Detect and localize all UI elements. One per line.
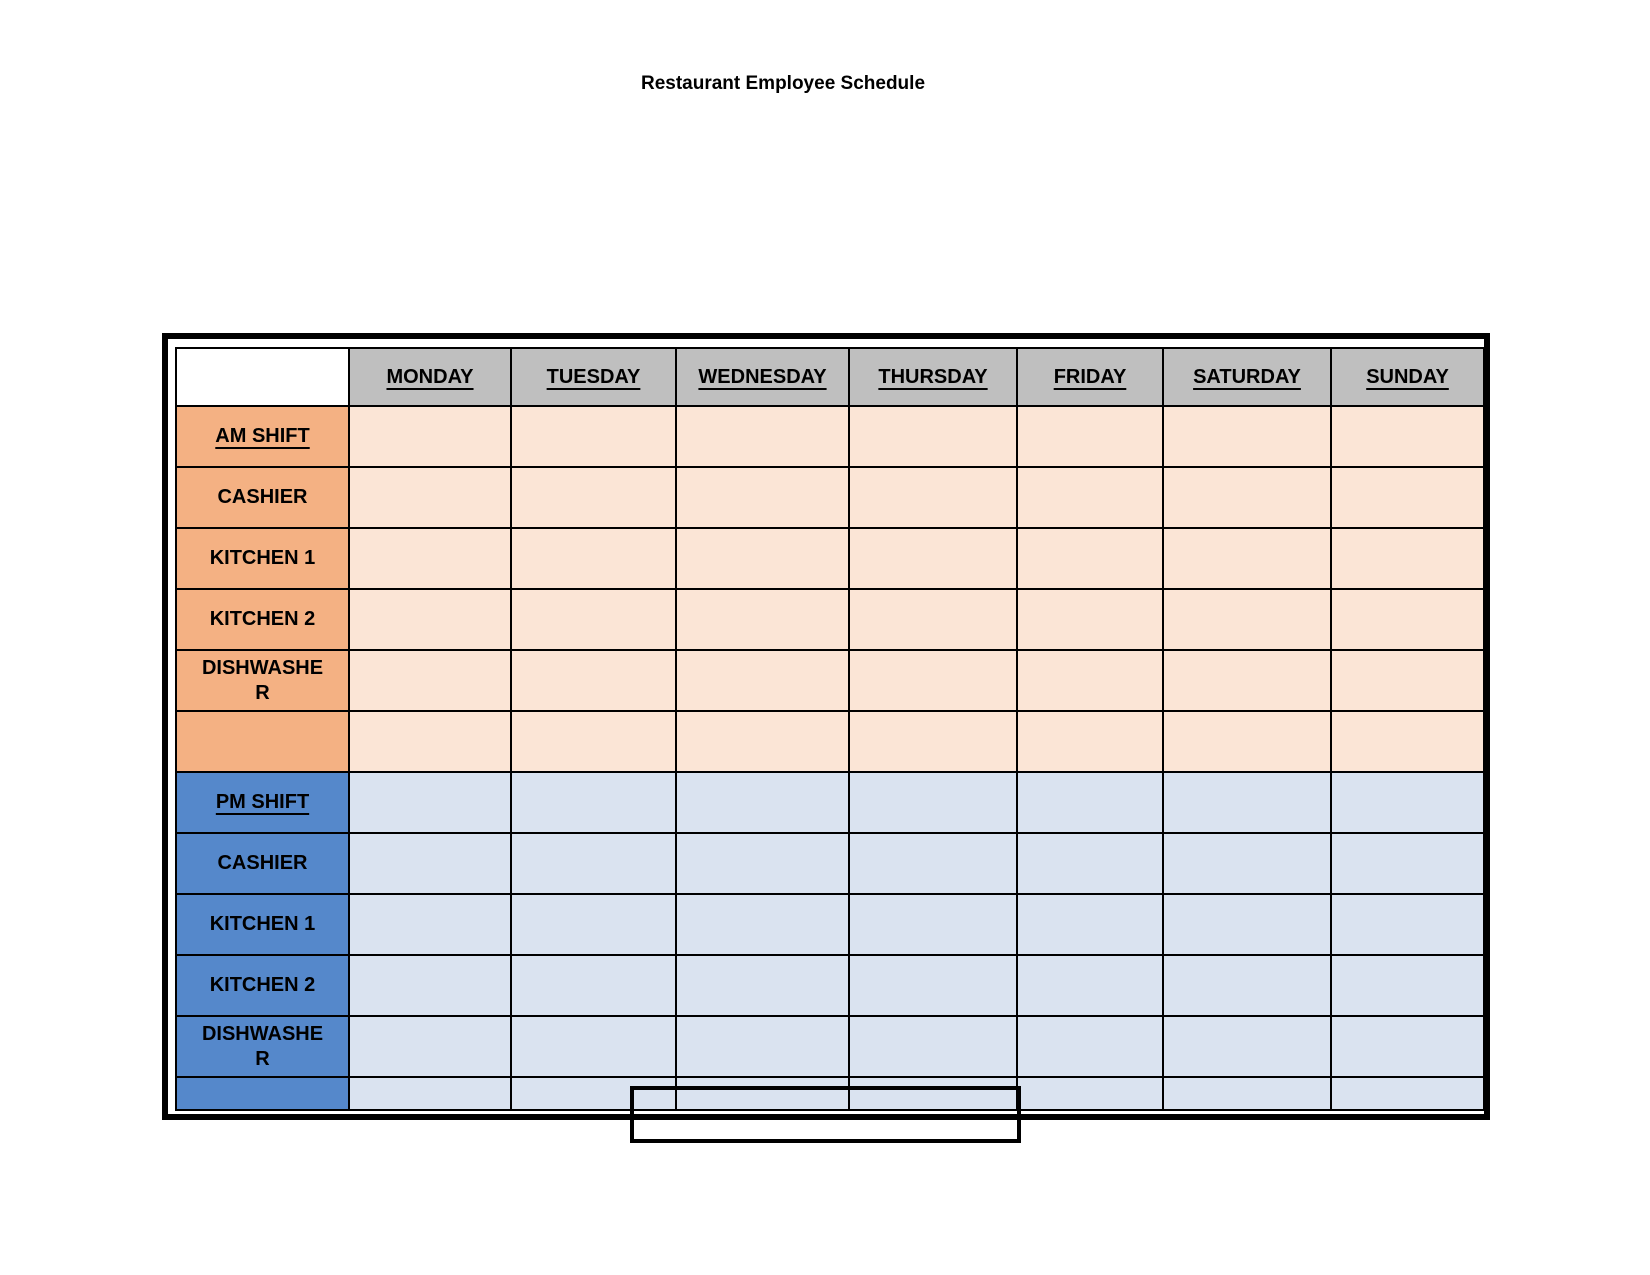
schedule-cell[interactable] — [1331, 711, 1484, 772]
empty-text-box[interactable] — [630, 1086, 1021, 1143]
schedule-cell[interactable] — [849, 650, 1017, 711]
schedule-row — [176, 711, 1484, 772]
day-header-thursday: THURSDAY — [849, 348, 1017, 406]
schedule-row — [176, 833, 1484, 894]
schedule-cell[interactable] — [1017, 467, 1163, 528]
schedule-cell[interactable] — [1331, 589, 1484, 650]
schedule-cell[interactable] — [1017, 1016, 1163, 1077]
schedule-cell[interactable] — [676, 406, 849, 467]
schedule-cell[interactable] — [349, 589, 511, 650]
schedule-cell[interactable] — [1163, 772, 1331, 833]
schedule-cell[interactable] — [349, 894, 511, 955]
schedule-cell[interactable] — [349, 467, 511, 528]
row-label: KITCHEN 2 — [176, 955, 349, 1016]
schedule-cell[interactable] — [1163, 528, 1331, 589]
schedule-cell[interactable] — [1163, 467, 1331, 528]
schedule-table-frame — [162, 333, 1490, 1120]
schedule-row — [176, 528, 1484, 589]
schedule-cell[interactable] — [349, 772, 511, 833]
schedule-cell[interactable] — [676, 1016, 849, 1077]
schedule-cell[interactable] — [676, 528, 849, 589]
row-label — [176, 1077, 349, 1110]
schedule-row — [176, 1016, 1484, 1077]
day-header-tuesday: TUESDAY — [511, 348, 676, 406]
schedule-row — [176, 589, 1484, 650]
schedule-cell[interactable] — [1331, 467, 1484, 528]
schedule-cell[interactable] — [1017, 711, 1163, 772]
schedule-row — [176, 894, 1484, 955]
corner-cell — [176, 348, 349, 406]
schedule-cell[interactable] — [676, 955, 849, 1016]
schedule-cell[interactable] — [1163, 711, 1331, 772]
day-header-wednesday: WEDNESDAY — [676, 348, 849, 406]
schedule-row — [176, 406, 1484, 467]
schedule-cell[interactable] — [849, 833, 1017, 894]
schedule-cell[interactable] — [849, 772, 1017, 833]
schedule-table-body — [176, 406, 1484, 1110]
schedule-cell[interactable] — [1017, 406, 1163, 467]
schedule-cell[interactable] — [676, 711, 849, 772]
schedule-cell[interactable] — [849, 406, 1017, 467]
schedule-cell[interactable] — [349, 406, 511, 467]
schedule-cell[interactable] — [1163, 1077, 1331, 1110]
schedule-cell[interactable] — [849, 589, 1017, 650]
schedule-cell[interactable] — [349, 833, 511, 894]
schedule-cell[interactable] — [511, 772, 676, 833]
schedule-cell[interactable] — [849, 467, 1017, 528]
schedule-cell[interactable] — [511, 650, 676, 711]
schedule-cell[interactable] — [511, 833, 676, 894]
schedule-cell[interactable] — [349, 650, 511, 711]
schedule-cell[interactable] — [676, 467, 849, 528]
schedule-cell[interactable] — [1017, 650, 1163, 711]
schedule-cell[interactable] — [849, 528, 1017, 589]
schedule-cell[interactable] — [511, 528, 676, 589]
day-header-monday: MONDAY — [349, 348, 511, 406]
schedule-cell[interactable] — [349, 1016, 511, 1077]
schedule-cell[interactable] — [349, 1077, 511, 1110]
row-label: PM SHIFT — [176, 772, 349, 833]
schedule-cell[interactable] — [1163, 406, 1331, 467]
schedule-cell[interactable] — [1017, 894, 1163, 955]
schedule-cell[interactable] — [849, 711, 1017, 772]
schedule-cell[interactable] — [511, 1016, 676, 1077]
schedule-cell[interactable] — [511, 711, 676, 772]
schedule-cell[interactable] — [349, 711, 511, 772]
schedule-cell[interactable] — [349, 955, 511, 1016]
schedule-row — [176, 650, 1484, 711]
schedule-cell[interactable] — [349, 528, 511, 589]
schedule-cell[interactable] — [1017, 589, 1163, 650]
schedule-table — [175, 347, 1485, 1111]
row-label: AM SHIFT — [176, 406, 349, 467]
schedule-cell[interactable] — [511, 589, 676, 650]
page-title: Restaurant Employee Schedule — [640, 73, 926, 94]
schedule-cell[interactable] — [1163, 589, 1331, 650]
schedule-cell[interactable] — [849, 1016, 1017, 1077]
schedule-cell[interactable] — [1331, 650, 1484, 711]
schedule-cell[interactable] — [511, 955, 676, 1016]
day-header-sunday: SUNDAY — [1331, 348, 1484, 406]
schedule-cell[interactable] — [849, 955, 1017, 1016]
day-header-friday: FRIDAY — [1017, 348, 1163, 406]
schedule-cell[interactable] — [1331, 772, 1484, 833]
schedule-cell[interactable] — [1163, 894, 1331, 955]
row-label: DISHWASHER — [176, 650, 349, 711]
row-label — [176, 711, 349, 772]
schedule-cell[interactable] — [1017, 833, 1163, 894]
day-header-saturday: SATURDAY — [1163, 348, 1331, 406]
schedule-cell[interactable] — [1163, 833, 1331, 894]
schedule-cell[interactable] — [511, 894, 676, 955]
schedule-cell[interactable] — [1017, 528, 1163, 589]
schedule-cell[interactable] — [849, 894, 1017, 955]
schedule-cell[interactable] — [676, 772, 849, 833]
schedule-cell[interactable] — [1163, 955, 1331, 1016]
schedule-cell[interactable] — [1163, 1016, 1331, 1077]
schedule-cell[interactable] — [676, 589, 849, 650]
row-label: KITCHEN 1 — [176, 894, 349, 955]
header-row — [176, 348, 1484, 406]
schedule-cell[interactable] — [511, 467, 676, 528]
schedule-cell[interactable] — [1017, 955, 1163, 1016]
row-label: DISHWASHER — [176, 1016, 349, 1077]
schedule-cell[interactable] — [1331, 528, 1484, 589]
schedule-cell[interactable] — [676, 894, 849, 955]
schedule-row — [176, 955, 1484, 1016]
schedule-cell[interactable] — [1017, 772, 1163, 833]
schedule-cell[interactable] — [1331, 894, 1484, 955]
row-label: KITCHEN 2 — [176, 589, 349, 650]
row-label: CASHIER — [176, 833, 349, 894]
row-label: CASHIER — [176, 467, 349, 528]
schedule-cell[interactable] — [1331, 1016, 1484, 1077]
row-label: KITCHEN 1 — [176, 528, 349, 589]
schedule-cell[interactable] — [511, 406, 676, 467]
schedule-cell[interactable] — [1331, 406, 1484, 467]
schedule-cell[interactable] — [1331, 833, 1484, 894]
schedule-cell[interactable] — [1331, 955, 1484, 1016]
schedule-cell[interactable] — [676, 650, 849, 711]
schedule-row — [176, 467, 1484, 528]
schedule-cell[interactable] — [1017, 1077, 1163, 1110]
schedule-cell[interactable] — [1163, 650, 1331, 711]
schedule-cell[interactable] — [1331, 1077, 1484, 1110]
schedule-row — [176, 772, 1484, 833]
schedule-cell[interactable] — [676, 833, 849, 894]
